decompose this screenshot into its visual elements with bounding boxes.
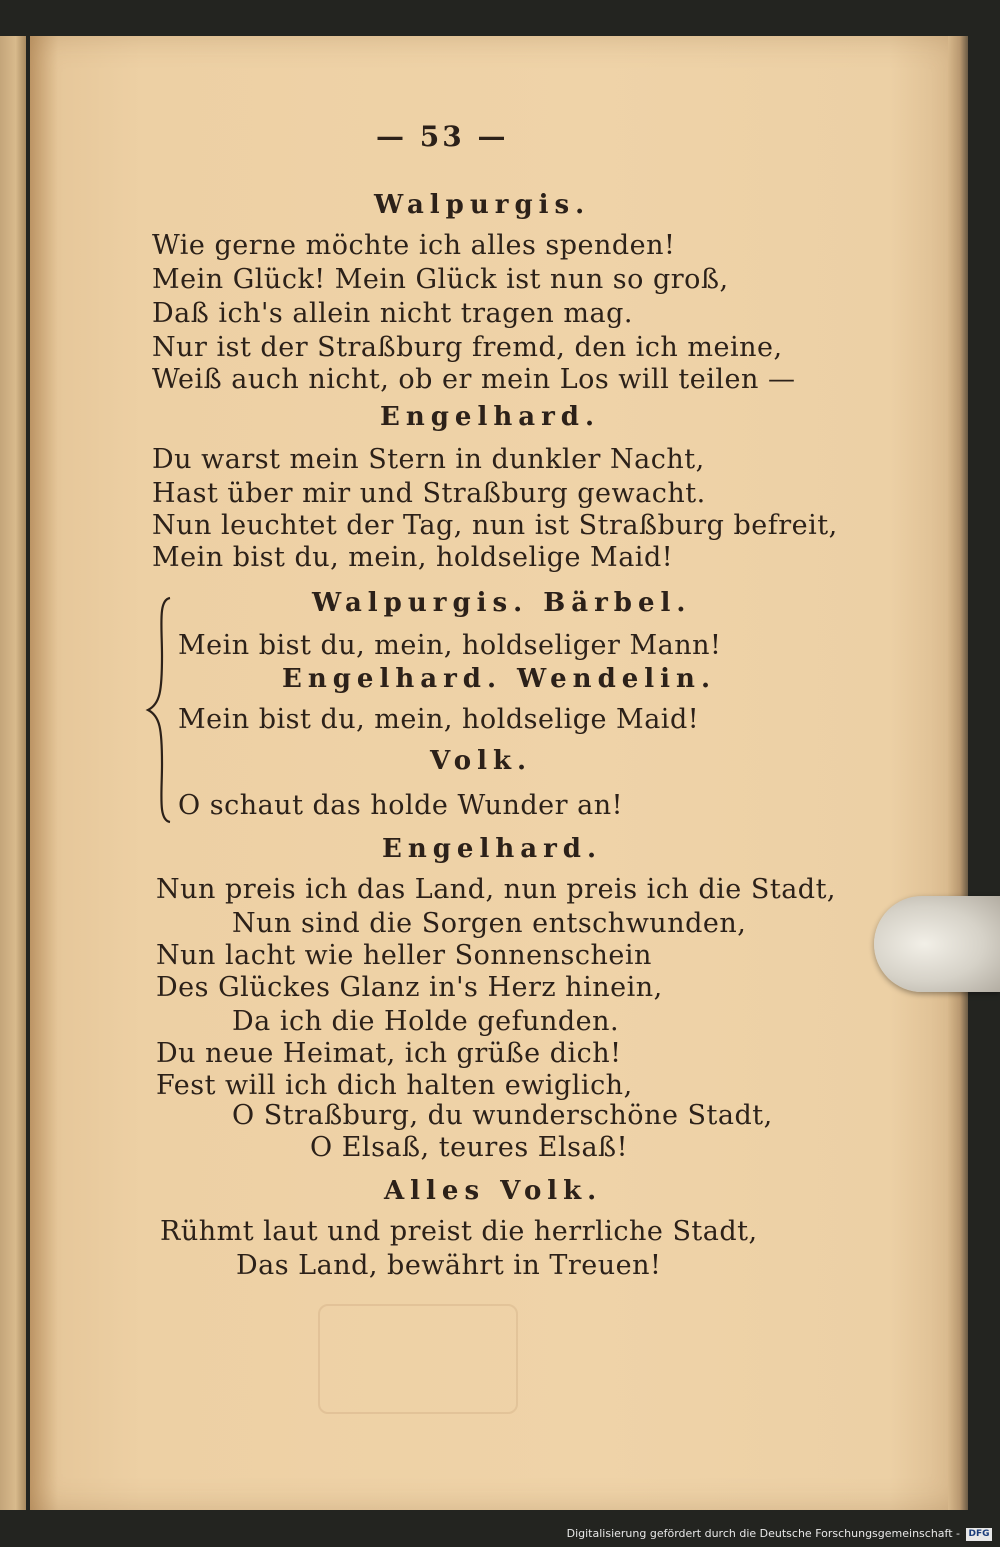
verse-line: O Elsaß, teures Elsaß! (310, 1132, 628, 1163)
verse-line: Mein Glück! Mein Glück ist nun so groß, (152, 264, 729, 295)
left-page-edge (0, 36, 26, 1510)
verse-line: Rühmt laut und preist die herrliche Stadt, (160, 1216, 758, 1247)
verse-line: Nun preis ich das Land, nun preis ich die Stadt, (156, 874, 837, 905)
speaker-heading: Volk. (430, 746, 533, 776)
verse-line: Du neue Heimat, ich grüße dich! (156, 1038, 622, 1069)
speaker-heading: Walpurgis. Bärbel. (312, 588, 692, 618)
speaker-heading: Alles Volk. (384, 1176, 603, 1206)
verse-line: O schaut das holde Wunder an! (178, 790, 623, 821)
verse-line: Mein bist du, mein, holdselige Maid! (152, 542, 674, 573)
verse-line: Mein bist du, mein, holdseliger Mann! (178, 630, 722, 661)
verse-line: Nun sind die Sorgen entschwunden, (232, 908, 747, 939)
verse-line: Du warst mein Stern in dunkler Nacht, (152, 444, 705, 475)
page-right-edge (948, 36, 968, 1510)
verse-line: O Straßburg, du wunderschöne Stadt, (232, 1100, 773, 1131)
verse-line: Weiß auch nicht, ob er mein Los will teilen — (152, 364, 796, 395)
page-number: — 53 — (376, 120, 509, 153)
dfg-logo: DFG (966, 1528, 992, 1541)
page-clip (874, 896, 1000, 992)
speaker-heading: Engelhard. (382, 834, 602, 864)
speaker-heading: Engelhard. Wendelin. (282, 664, 717, 694)
verse-line: Daß ich's allein nicht tragen mag. (152, 298, 633, 329)
verse-line: Nun lacht wie heller Sonnenschein (156, 940, 652, 971)
digitization-credit: Digitalisierung gefördert durch die Deutsche Forschungsgemeinschaft - (566, 1527, 960, 1540)
verse-line: Nur ist der Straßburg fremd, den ich meine, (152, 332, 783, 363)
verse-line: Das Land, bewährt in Treuen! (236, 1250, 662, 1281)
verse-line: Wie gerne möchte ich alles spenden! (152, 230, 676, 261)
verse-line: Hast über mir und Straßburg gewacht. (152, 478, 706, 509)
speaker-heading: Engelhard. (380, 402, 600, 432)
verse-line: Des Glückes Glanz in's Herz hinein, (156, 972, 663, 1003)
verse-line: Fest will ich dich halten ewiglich, (156, 1070, 633, 1101)
speaker-heading: Walpurgis. (374, 190, 591, 220)
verse-line: Da ich die Holde gefunden. (232, 1006, 620, 1037)
verse-line: Nun leuchtet der Tag, nun ist Straßburg befreit, (152, 510, 838, 541)
faded-library-stamp (318, 1304, 518, 1414)
curly-brace-icon (140, 596, 176, 824)
verse-line: Mein bist du, mein, holdselige Maid! (178, 704, 700, 735)
